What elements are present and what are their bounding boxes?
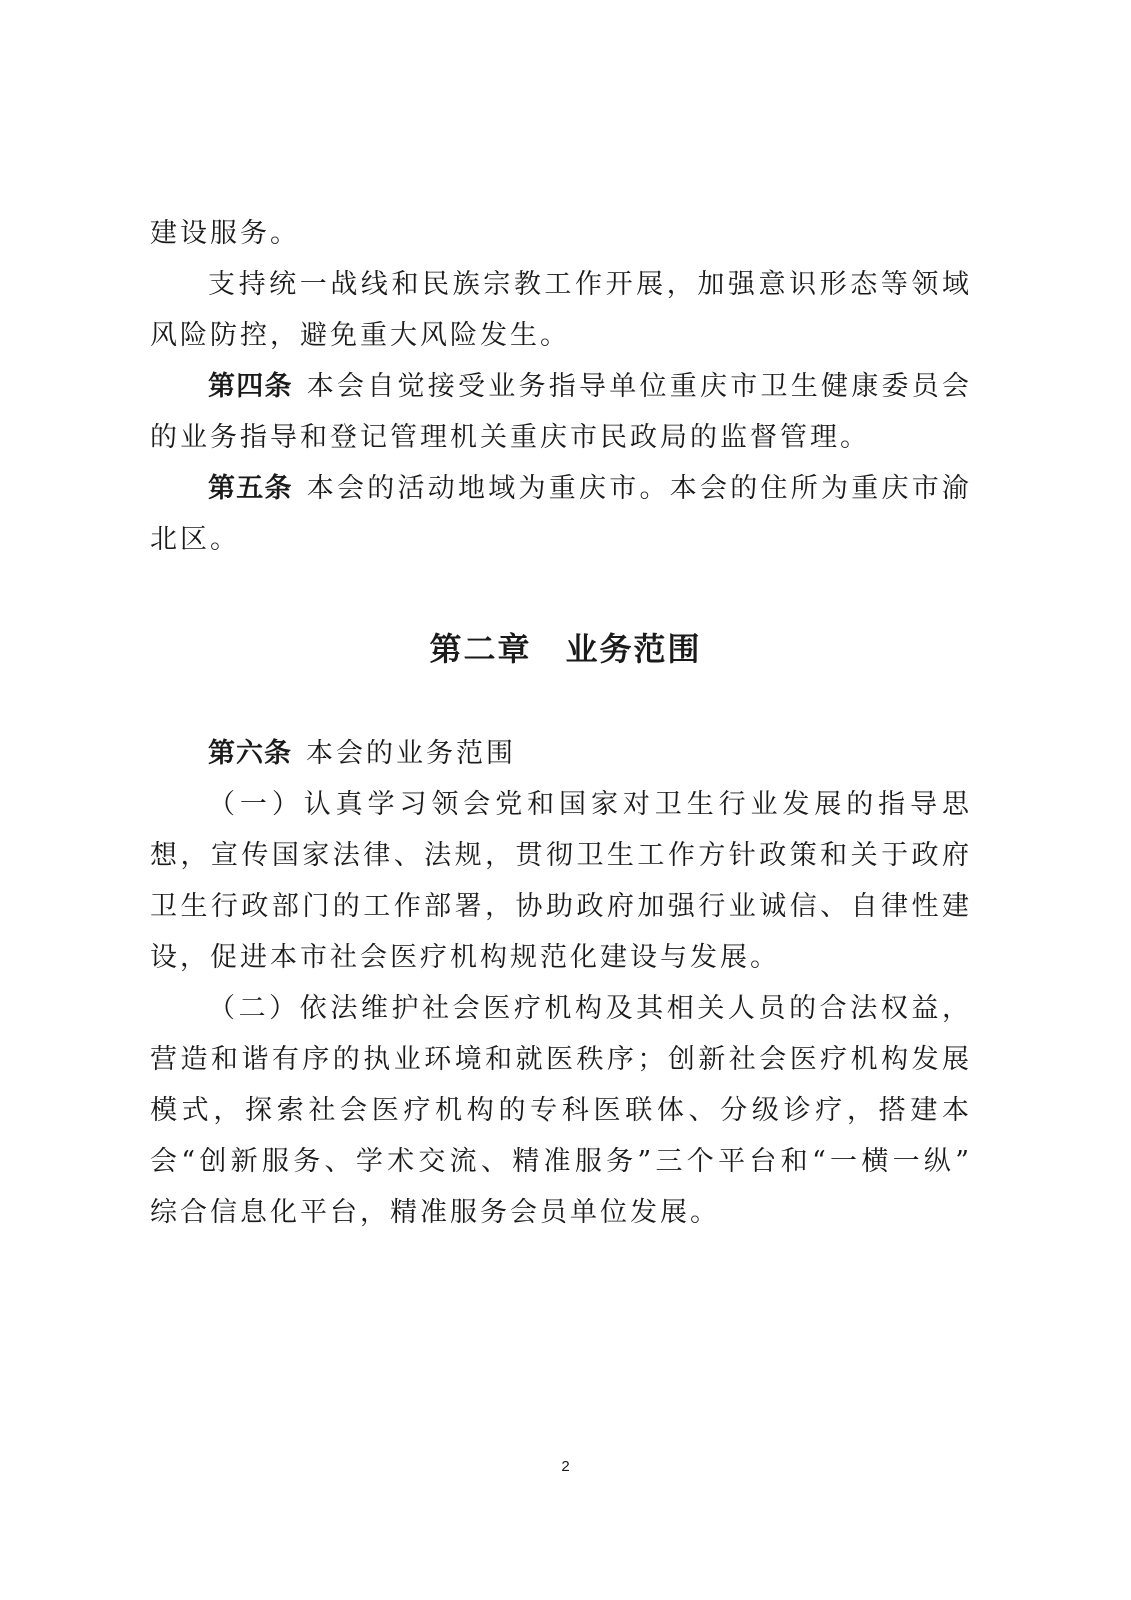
article-4 bbox=[150, 361, 972, 463]
article-6 bbox=[150, 728, 972, 779]
article-4-text: 本会自觉接受业务指导单位重庆市卫生健康委员会的业务指导和登记管理机关重庆市民政局的监督管理。 bbox=[150, 371, 972, 453]
paragraph-united-front: 支持统一战线和民族宗教工作开展，加强意识形态等领域风险防控，避免重大风险发生。 bbox=[150, 269, 972, 351]
page-number: 2 bbox=[561, 1458, 570, 1475]
article-5 bbox=[150, 463, 972, 565]
scope-item-1: （一）认真学习领会党和国家对卫生行业发展的指导思想，宣传国家法律、法规，贯彻卫生工作方针政策和关于政府卫生行政部门的工作部署，协助政府加强行业诚信、自律性建设，促进本市社会医疗机构规范化建设与发展。 bbox=[150, 789, 972, 973]
article-5-label: 第五条 bbox=[208, 473, 293, 504]
article-6-label: 第六条 bbox=[208, 738, 292, 769]
top-text-block bbox=[150, 208, 972, 565]
scope-item-2: （二）依法维护社会医疗机构及其相关人员的合法权益，营造和谐有序的执业环境和就医秩序；创新社会医疗机构发展模式，探索社会医疗机构的专科医联体、分级诊疗，搭建本会“创新服务、学术交流、精准服务”三个平台和“一横一纵” 综合信息化平台，精准服务会员单位发展。 bbox=[150, 993, 972, 1228]
article-6-text: 本会的业务范围 bbox=[306, 738, 516, 769]
paragraph-continuation: 建设服务。 bbox=[150, 218, 300, 249]
article-5-text: 本会的活动地域为重庆市。本会的住所为重庆市渝北区。 bbox=[150, 473, 972, 555]
bottom-text-block bbox=[150, 728, 972, 1238]
chapter-title: 第二章 业务范围 bbox=[429, 630, 702, 668]
article-4-label: 第四条 bbox=[208, 371, 293, 402]
